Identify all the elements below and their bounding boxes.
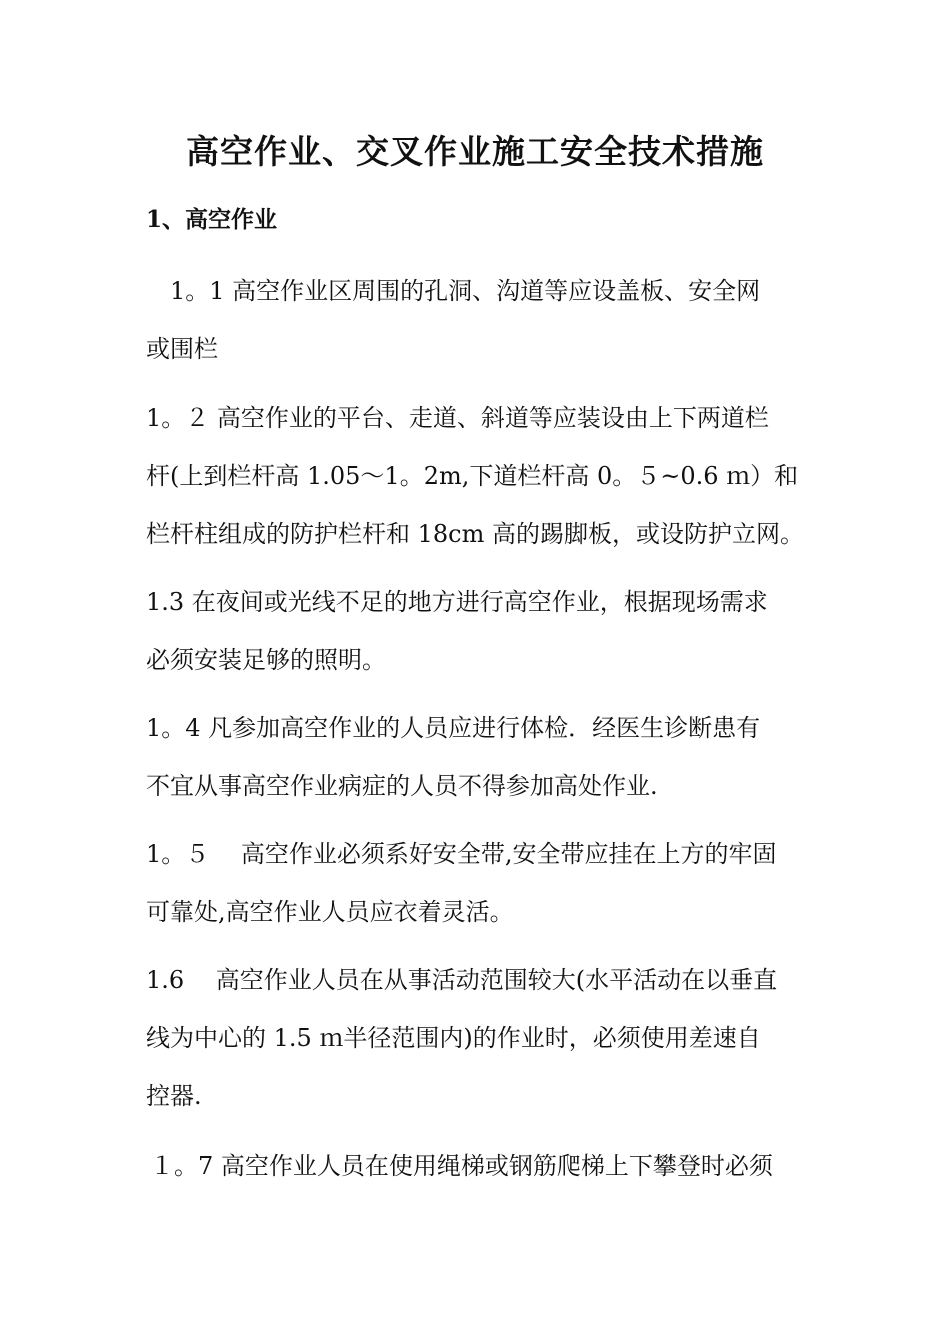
paragraph-line: 栏杆柱组成的防护栏杆和 18cm 高的踢脚板，或设防护立网。 [146, 520, 804, 548]
paragraph-line: 必须安装足够的照明。 [146, 646, 386, 674]
paragraph-line: 1。２ 高空作业的平台、走道、斜道等应装设由上下两道栏 [146, 404, 769, 432]
paragraph-1-1 [146, 262, 811, 378]
paragraph-line: 1。4 凡参加高空作业的人员应进行体检．经医生诊断患有 [146, 714, 761, 742]
paragraph-1-6 [146, 951, 811, 1125]
document-title: 高空作业、交叉作业施工安全技术措施 [186, 132, 764, 171]
paragraph-line: 控器. [146, 1082, 202, 1110]
paragraph-line: 1。1 高空作业区周围的孔洞、沟道等应设盖板、安全网 [170, 277, 761, 305]
paragraph-1-4 [146, 699, 811, 815]
paragraph-1-5 [146, 825, 811, 941]
paragraph-line: 1。５ 高空作业必须系好安全带,安全带应挂在上方的牢固 [146, 840, 777, 868]
paragraph-line: 不宜从事高空作业病症的人员不得参加高处作业. [146, 772, 658, 800]
paragraph-line: 或围栏 [146, 335, 218, 363]
paragraph-line: 杆(上到栏杆高 1.05～1。2m,下道栏杆高 0。５~0.6 ｍ）和 [146, 462, 799, 490]
paragraph-line: 1.6 高空作业人员在从事活动范围较大(水平活动在以垂直 [146, 966, 778, 994]
paragraph-line: 可靠处,高空作业人员应衣着灵活。 [146, 898, 514, 926]
paragraph-line: １。7 高空作业人员在使用绳梯或钢筋爬梯上下攀登时必须 [150, 1152, 773, 1180]
paragraph-1-2 [146, 389, 811, 563]
paragraph-1-3 [146, 573, 811, 689]
paragraph-line: 1.3 在夜间或光线不足的地方进行高空作业，根据现场需求 [146, 588, 768, 616]
paragraph-line: 线为中心的 1.5 ｍ半径范围内)的作业时，必须使用差速自 [146, 1024, 761, 1052]
paragraph-1-7 [146, 1137, 811, 1195]
section-heading: 1、高空作业 [146, 206, 278, 233]
